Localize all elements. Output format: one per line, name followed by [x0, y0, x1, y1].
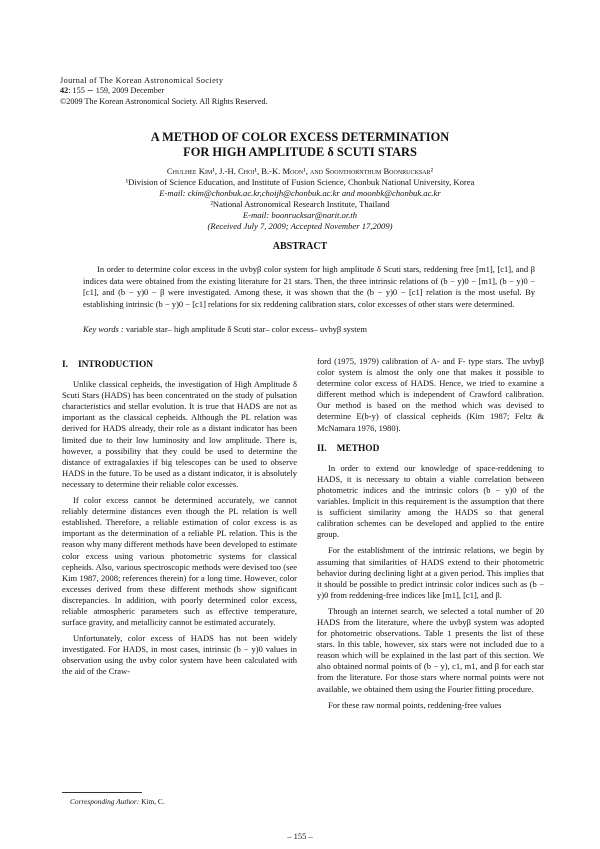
affiliation-1: ¹Division of Science Education, and Institute of Fusion Science, Chonbuk National University, Korea — [125, 177, 475, 187]
section-heading-introduction — [62, 360, 297, 371]
journal-copyright: ©2009 The Korean Astronomical Society. All Rights Reserved. — [60, 96, 268, 106]
method-paragraph-4: For these raw normal points, reddening-free values — [328, 699, 502, 710]
section-number: II. — [317, 443, 327, 454]
method-paragraph-3: Through an internet search, we selected a total number of 20 HADS from the literature, where the uvbyβ system was adopted for photometric observations. Table 1 presents the list of these stars. In this table, however, six stars were not included due to a reason which will be explained in the last part of this section. We also obtained normal points of (b − y), c1, m1, and β for each star from the literature. For those stars where normal points were not available, we obtained them using the Fourier fitting procedure. — [317, 605, 544, 694]
intro-paragraph-3: Unfortunately, color excess of HADS has not been widely investigated. For HADS, in most cases, intrinsic (b − y)0 values in observation using the uvby color system have been calculated with the aid of the Craw- — [62, 633, 297, 677]
journal-name: Journal of The Korean Astronomical Society — [60, 76, 224, 85]
left-column — [62, 356, 297, 683]
title-line-2: FOR HIGH AMPLITUDE δ SCUTI STARS — [183, 144, 417, 159]
abstract-heading: ABSTRACT — [272, 241, 328, 252]
email-2: E-mail: boonrucksar@narit.or.th — [242, 210, 358, 220]
journal-volume: 42 — [60, 86, 69, 96]
intro-paragraph-3-continued: ford (1975, 1979) calibration of A- and F- type stars. The uvbyβ color system is almost the only one that makes it possible to determine color excess of HADS. Hence, we tried to examine a different method which is independent of Crawford calibration. Our method is based on the method which was devised to determine E(b-y) of classical cepheids (Kim 1987; Feltz & McNamara 1976, 1980). — [317, 356, 544, 433]
abstract-text: In order to determine color excess in the uvbyβ color system for high amplitude δ Scuti stars, reddening free [m1], [c1], and β indices data were obtained from the existing literature for 21 stars. Then, the three intrinsic relations of (b − y)0 − [m1], (b − y)0 − [c1], and (b − y)0 − β were investigated. Among these, it was shown that the (b − y)0 − [c1] relation is the most useful. By establishing intrinsic (b − y)0 − [c1] relations for six reddening calibration stars, color excesses of other stars were determined. — [83, 264, 535, 309]
keywords — [83, 324, 535, 335]
section-number: I. — [62, 360, 68, 370]
intro-paragraph-2: If color excess cannot be determined accurately, we cannot reliably determine distances even though the PL relation is well established. Therefore, a reliable estimation of color excess is as important as the determination of a reliable PL relation. This is the reason why many different methods have been developed to estimate color excess using various photometric systems for classical cepheids. Also, various spectroscopic methods were devised too (see Kim 1987, 2008; references therein) for a long time. However, color excesses derived from these different methods show significant discrepancies. In addition, with poorly determined color excess, reliable atmospheric parameters such as effective temperature, surface gravity, and metallicity cannot be estimated accurately. — [62, 495, 297, 628]
section-heading-method — [317, 444, 544, 455]
footnote-value: Kim, C. — [141, 797, 165, 806]
intro-paragraph-1: Unlike classical cepheids, the investigation of High Amplitude δ Scuti Stars (HADS) has been concentrated on the study of pulsation characteristics and stellar evolution. It is true that HADS are not as important as the classical cepheids. Although the PL relation was derived for HADS already, their role as a distant indicator has been limited due to their low luminosity and low amplitude. There is, however, a possibility that they could be used to determine the distance of extragalaxies if big telescopes can be used to observe HADS in the future. To be used as a distant indicator, it is absolutely necessary to determine their reliable color excesses. — [62, 379, 297, 489]
page-number: – 155 – — [287, 831, 313, 841]
right-column — [317, 356, 544, 716]
keywords-label: Key words : — [83, 324, 124, 334]
affiliation-2: ²National Astronomical Research Institute, Thailand — [210, 199, 390, 209]
section-title: INTRODUCTION — [78, 360, 154, 370]
section-title: METHOD — [336, 443, 380, 454]
email-1: E-mail: ckim@chonbuk.ac.kr,choijh@chonbuk.ac.kr and moonbk@chonbuk.ac.kr — [159, 188, 441, 198]
keywords-list: variable star– high amplitude δ Scuti star– color excess– uvbyβ system — [125, 324, 367, 334]
method-paragraph-2: For the establishment of the intrinsic relations, we begin by assuming that similarities of HADS extend to their photometric behavior during declining light at a given period. This implies that it should be possible to predict intrinsic color indices such as (b − y)0 from reddening-free indices like [m1], [c1], and β. — [317, 545, 544, 600]
author-list: Chulhee Kim¹, J.-H. Choi¹, B.-K. Moon¹, and Soonthornthum Boonrucksar² — [166, 166, 434, 176]
paper-title — [40, 130, 560, 159]
journal-pages-date: : 155 ∼ 159, 2009 December — [68, 86, 165, 96]
footnote-label: Corresponding Author: — [70, 797, 140, 806]
title-line-1: A METHOD OF COLOR EXCESS DETERMINATION — [150, 130, 450, 144]
method-paragraph-1: In order to extend our knowledge of space-reddening to HADS, it is necessary to obtain a viable correlation between photometric indices and the intrinsic colors (b − y)0 of the variables. Implicit in this requirement is the assumption that there is sufficient similarity among the HADS so that general calibration schemes can be developed and applied to the entire group. — [317, 462, 544, 540]
author-block — [40, 166, 560, 232]
footnote-rule — [62, 792, 142, 793]
footnote — [70, 797, 165, 806]
journal-header — [60, 76, 268, 107]
received-dates: (Received July 7, 2009; Accepted November 17,2009) — [207, 221, 393, 231]
